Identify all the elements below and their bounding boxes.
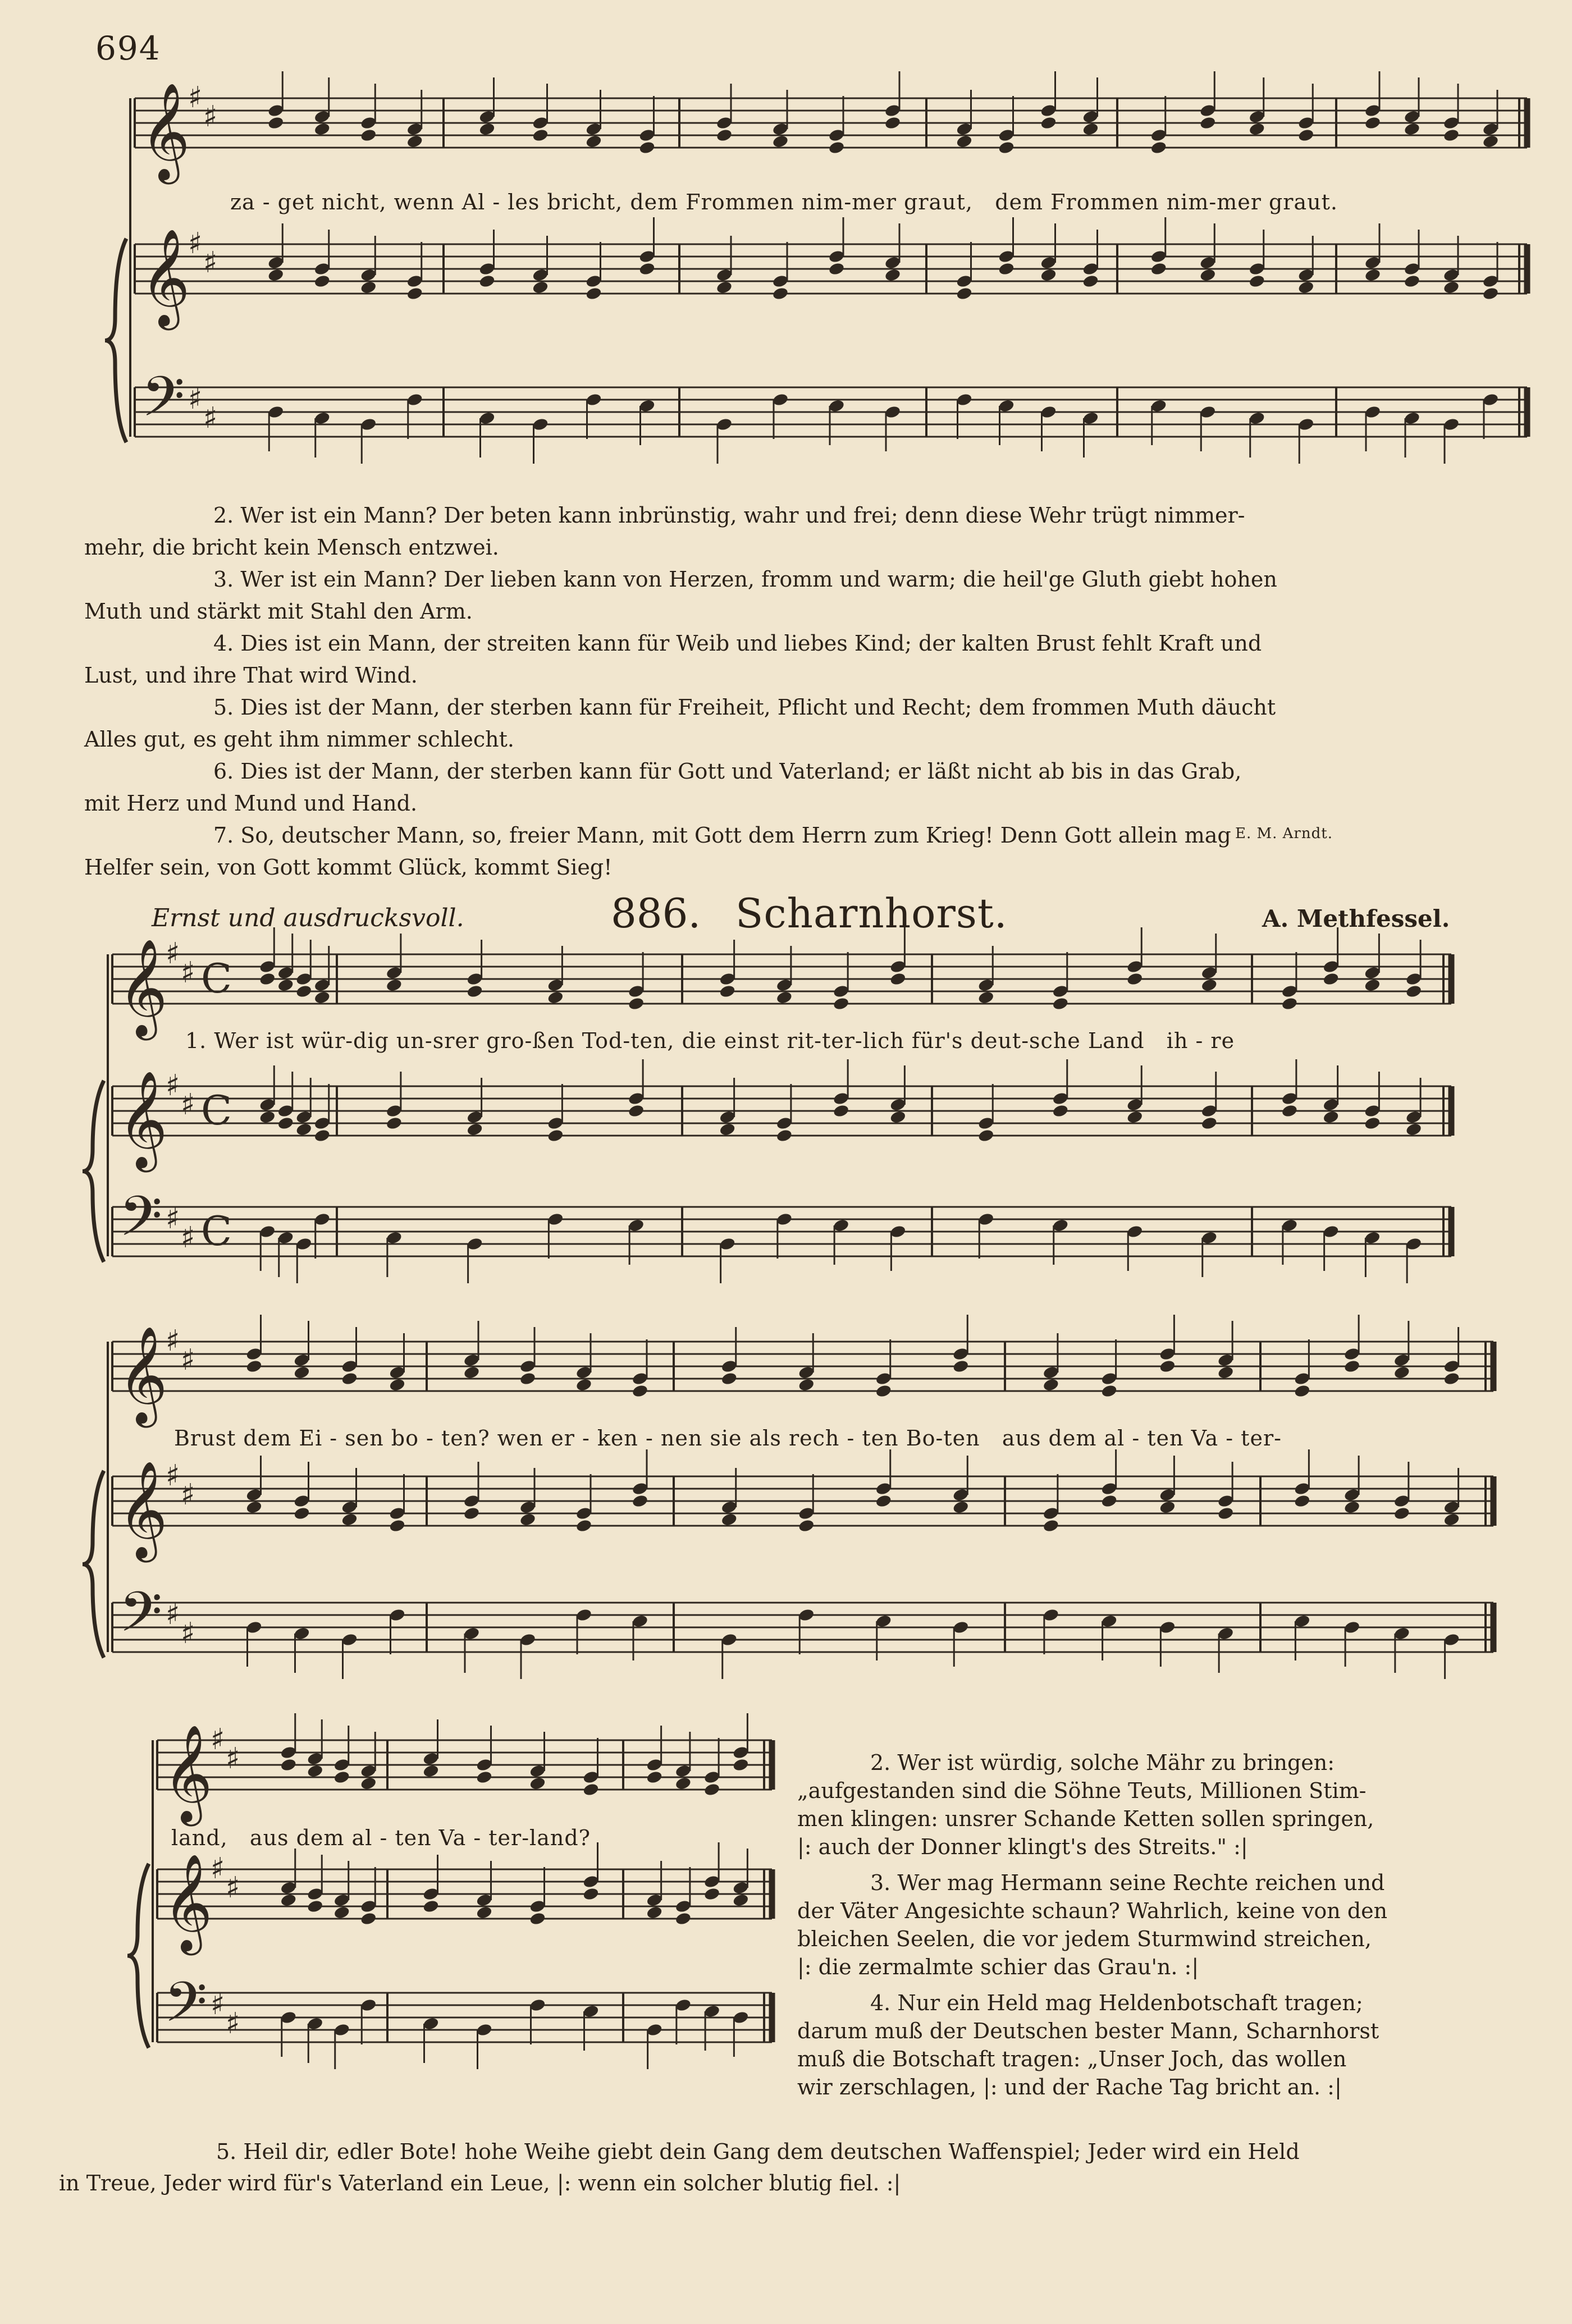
note-head [360, 1911, 377, 1926]
note-head [386, 978, 403, 992]
note-head [313, 122, 331, 136]
note-head [719, 984, 736, 999]
note-head [360, 128, 377, 143]
note-head [1393, 1506, 1411, 1521]
note-head [585, 286, 602, 301]
verse-line: in Treue, Jeder wird für's Vaterland ein Leue, |: wenn ein solcher blutig fiel. :| [59, 2171, 901, 2195]
note-head [547, 990, 564, 1005]
note-head [1199, 268, 1217, 282]
note-head [1150, 140, 1167, 155]
verses-right-column [797, 1749, 1510, 2101]
note-head [466, 984, 483, 999]
stanza-line: mit Herz und Mund und Hand. [84, 791, 418, 816]
note-head [1443, 128, 1460, 143]
note-head [295, 1122, 313, 1137]
note-head [341, 1512, 358, 1527]
note-head [956, 134, 973, 149]
sharp-sign: ♯ [181, 956, 195, 990]
note-head [386, 1116, 403, 1131]
note-head [333, 1770, 350, 1785]
note-head [478, 274, 496, 289]
note-head [719, 1122, 736, 1137]
note-head [1199, 116, 1217, 130]
note-head [977, 990, 995, 1005]
note-head [889, 1110, 907, 1124]
note-head [1297, 128, 1315, 143]
note-head [828, 140, 846, 155]
note-head [295, 984, 313, 999]
note-head [1443, 1512, 1460, 1527]
note-head [519, 1371, 537, 1386]
note-head [1393, 1365, 1411, 1380]
note-head [1052, 996, 1069, 1011]
note-head [582, 1887, 600, 1901]
note-head [1217, 1365, 1235, 1380]
composer: A. Methfessel. [1262, 905, 1450, 932]
note-head [1404, 122, 1421, 136]
note-head [632, 1494, 649, 1508]
note-head [1082, 122, 1099, 136]
note-head [1364, 268, 1382, 282]
note-head [1040, 116, 1057, 130]
note-head [406, 134, 423, 149]
note-head [716, 280, 733, 295]
time-signature: C [201, 1087, 232, 1134]
note-head [998, 262, 1015, 276]
note-head [267, 268, 285, 282]
note-head [1482, 286, 1500, 301]
treble-clef: 𝄞 [118, 1070, 168, 1168]
note-head [267, 116, 285, 130]
sharp-sign: ♯ [181, 1478, 195, 1512]
verse-line: 4. Nur ein Held mag Heldenbotschaft tragen; [870, 1991, 1363, 2015]
note-head [720, 1512, 738, 1527]
note-head [952, 1500, 970, 1515]
bass-clef: 𝄢 [119, 1580, 163, 1658]
note-head [1100, 1494, 1118, 1508]
note-head [798, 1518, 815, 1533]
song-number: 886. [611, 890, 701, 937]
note-head [360, 280, 377, 295]
time-signature: C [201, 1207, 232, 1255]
note-head [585, 134, 602, 149]
verse-line: muß die Botschaft tragen: „Unser Joch, das wollen [797, 2047, 1347, 2071]
note-head [833, 996, 850, 1011]
note-head [313, 990, 331, 1005]
note-head [720, 1371, 738, 1386]
sharp-sign: ♯ [226, 2007, 240, 2041]
sharp-sign: ♯ [181, 1221, 195, 1255]
note-head [422, 1899, 440, 1914]
verse-line: 5. Heil dir, edler Bote! hohe Weihe giebt dein Gang dem deutschen Waffenspiel; Jeder wird ein Held [216, 2139, 1300, 2164]
note-head [476, 1905, 493, 1920]
previous-song-lyric-line: za - get nicht, wenn Al - les bricht, dem Frommen nim-mer graut, dem Frommen nim-mer graut. [230, 190, 1338, 214]
sharp-sign: ♯ [203, 246, 218, 280]
note-head [1322, 1110, 1340, 1124]
note-head [1281, 996, 1299, 1011]
note-head [245, 1359, 263, 1374]
time-signature: C [201, 955, 232, 1002]
note-head [277, 978, 294, 992]
verse-line: |: auch der Donner klingt's des Streits." :| [797, 1835, 1248, 1859]
note-head [1052, 1104, 1069, 1118]
verse-line: wir zerschlagen, |: und der Rache Tag bricht an. :| [797, 2075, 1342, 2099]
note-head [1200, 1116, 1218, 1131]
note-head [1322, 972, 1340, 986]
sharp-sign: ♯ [181, 1343, 195, 1377]
note-head [466, 1122, 483, 1137]
note-head [277, 1116, 294, 1131]
note-head [952, 1359, 970, 1374]
note-head [977, 1128, 995, 1143]
note-head [245, 1500, 263, 1515]
tempo-marking: Ernst und ausdrucksvoll. [152, 904, 464, 932]
verse-line: der Väter Angesichte schaun? Wahrlich, keine von den [797, 1898, 1388, 1923]
note-head [307, 1764, 324, 1778]
note-head [772, 134, 789, 149]
note-head [1126, 1110, 1144, 1124]
note-head [463, 1365, 481, 1380]
sharp-sign: ♯ [226, 1742, 240, 1776]
page-number: 694 [95, 29, 161, 67]
system-brace [105, 239, 126, 442]
treble-clef: 𝄞 [163, 1854, 213, 1951]
note-head [463, 1506, 481, 1521]
sharp-sign: ♯ [166, 1324, 180, 1358]
note-head [1405, 1122, 1423, 1137]
stanza-line: 4. Dies ist ein Mann, der streiten kann für Weib und liebes Kind; der kalten Brust fehlt Kraft und [213, 631, 1262, 656]
bass-clef: 𝄢 [119, 1184, 163, 1262]
system-brace [83, 1081, 104, 1262]
note-head [1294, 1494, 1311, 1508]
note-head [628, 996, 645, 1011]
note-head [532, 128, 549, 143]
note-head [875, 1384, 892, 1398]
verse-line: „aufgestanden sind die Söhne Teuts, Millionen Stim- [797, 1778, 1367, 1803]
note-head [547, 1128, 564, 1143]
note-head [575, 1378, 593, 1392]
note-head [1159, 1359, 1176, 1374]
note-head [280, 1893, 297, 1907]
note-head [1043, 1378, 1060, 1392]
note-head [280, 1758, 297, 1772]
note-head [675, 1776, 692, 1791]
stanza-line: 5. Dies ist der Mann, der sterben kann für Freiheit, Pflicht und Recht; dem frommen Muth däucht [213, 695, 1276, 720]
verse-line: 3. Wer mag Hermann seine Rechte reichen und [870, 1870, 1385, 1895]
sharp-sign: ♯ [188, 382, 203, 416]
note-head [529, 1776, 546, 1791]
note-head [828, 262, 846, 276]
stanza-line: 6. Dies ist der Mann, der sterben kann für Gott und Vaterland; er läßt nicht ab bis in das Grab, [213, 759, 1242, 784]
note-head [389, 1378, 406, 1392]
sharp-sign: ♯ [166, 1598, 180, 1631]
note-head [1248, 122, 1265, 136]
note-head [1443, 280, 1460, 295]
note-head [716, 128, 733, 143]
note-head [1248, 274, 1265, 289]
note-head [1200, 978, 1218, 992]
note-head [703, 1782, 721, 1797]
sharp-sign: ♯ [188, 227, 203, 260]
treble-clef: 𝄞 [140, 83, 190, 180]
note-head [1343, 1359, 1361, 1374]
note-head [732, 1893, 750, 1907]
note-head [884, 268, 902, 282]
note-head [307, 1899, 324, 1914]
note-head [776, 1128, 793, 1143]
note-head [772, 286, 789, 301]
stanza-line: 2. Wer ist ein Mann? Der beten kann inbrünstig, wahr und frei; denn diese Wehr trügt nimmer- [213, 503, 1245, 528]
note-head [1082, 274, 1099, 289]
sharp-sign: ♯ [226, 1871, 240, 1905]
note-head [575, 1518, 593, 1533]
system-brace [127, 1864, 149, 2048]
lyrics-system-2: Brust dem Ei - sen bo - ten? wen er - ken - nen sie als rech - ten Bo-ten aus dem al - ten Va - ter- [174, 1426, 1282, 1451]
system-brace [83, 1471, 104, 1658]
note-head [833, 1104, 850, 1118]
note-head [360, 1776, 377, 1791]
note-head [675, 1911, 692, 1926]
note-head [1100, 1384, 1118, 1398]
song-title: Scharnhorst. [735, 890, 1008, 937]
note-head [1364, 116, 1382, 130]
note-head [313, 1128, 331, 1143]
note-head [1159, 1500, 1176, 1515]
lyrics-system-3: land, aus dem al - ten Va - ter-land? [171, 1826, 591, 1850]
note-head [776, 990, 793, 1005]
stanza-line: 7. So, deutscher Mann, so, freier Mann, mit Gott dem Herrn zum Krieg! Denn Gott allein mag [213, 823, 1231, 848]
note-head [703, 1887, 721, 1901]
verse-line: bleichen Seelen, die vor jedem Sturmwind streichen, [797, 1927, 1372, 1951]
note-head [1040, 268, 1057, 282]
note-head [1281, 1104, 1299, 1118]
note-head [422, 1764, 440, 1778]
note-head [1343, 1500, 1361, 1515]
note-head [259, 1110, 276, 1124]
note-head [889, 972, 907, 986]
note-head [1364, 1116, 1381, 1131]
bass-clef: 𝄢 [164, 1970, 208, 2048]
treble-clef: 𝄞 [163, 1724, 213, 1822]
stanza-line: Helfer sein, von Gott kommt Glück, kommt Sieg! [84, 855, 613, 880]
stanza-line: 3. Wer ist ein Mann? Der lieben kann von Herzen, fromm und warm; die heil'ge Gluth giebt hohen [213, 567, 1277, 592]
note-head [732, 1758, 750, 1772]
note-head [1294, 1384, 1311, 1398]
note-head [478, 122, 496, 136]
note-head [1405, 984, 1423, 999]
note-head [519, 1512, 537, 1527]
note-head [1150, 262, 1167, 276]
bass-clef: 𝄢 [141, 365, 185, 443]
note-head [638, 140, 656, 155]
verse-line: darum muß der Deutschen bester Mann, Scharnhorst [797, 2019, 1379, 2043]
note-head [1126, 972, 1144, 986]
note-head [529, 1911, 546, 1926]
sharp-sign: ♯ [166, 1202, 180, 1236]
treble-clef: 𝄞 [118, 1461, 168, 1558]
note-head [956, 286, 973, 301]
note-head [389, 1518, 406, 1533]
note-head [875, 1494, 892, 1508]
sharp-sign: ♯ [203, 401, 218, 435]
treble-clef: 𝄞 [118, 939, 168, 1036]
sharp-sign: ♯ [211, 1723, 225, 1756]
stanza-line: Muth und stärkt mit Stahl den Arm. [84, 599, 473, 624]
note-head [1217, 1506, 1235, 1521]
sharp-sign: ♯ [166, 937, 180, 971]
note-head [341, 1371, 358, 1386]
note-head [1482, 134, 1500, 149]
sharp-sign: ♯ [211, 1988, 225, 2021]
lyrics-system-1: 1. Wer ist wür-dig un-srer gro-ßen Tod-ten, die einst rit-ter-lich für's deut-sche Land ih - re [185, 1028, 1235, 1053]
note-head [632, 1384, 649, 1398]
note-head [313, 274, 331, 289]
note-head [333, 1905, 350, 1920]
sharp-sign: ♯ [181, 1088, 195, 1122]
clefs-and-signatures [118, 81, 240, 2048]
sharp-sign: ♯ [166, 1459, 180, 1493]
note-head [646, 1905, 663, 1920]
verse-line: men klingen: unsrer Schande Ketten sollen springen, [797, 1806, 1374, 1831]
verse-line: |: die zermalmte schier das Grau'n. :| [797, 1955, 1199, 1979]
note-head [646, 1770, 663, 1785]
note-head [1297, 280, 1315, 295]
note-head [259, 972, 276, 986]
sharp-sign: ♯ [203, 100, 218, 134]
note-head [638, 262, 656, 276]
treble-clef: 𝄞 [118, 1326, 168, 1424]
note-head [998, 140, 1015, 155]
note-head [293, 1365, 310, 1380]
note-head [1364, 978, 1381, 992]
note-head [798, 1378, 815, 1392]
note-head [532, 280, 549, 295]
stanza-line: Alles gut, es geht ihm nimmer schlecht. [84, 727, 514, 752]
previous-song-author: E. M. Arndt. [1235, 825, 1333, 842]
treble-clef: 𝄞 [140, 228, 190, 326]
sharp-sign: ♯ [188, 81, 203, 115]
verse-line: 2. Wer ist würdig, solche Mähr zu bringen: [870, 1750, 1335, 1775]
note-head [293, 1506, 310, 1521]
note-head [1443, 1371, 1460, 1386]
note-head [582, 1782, 600, 1797]
sharp-sign: ♯ [211, 1852, 225, 1886]
last-stanza [59, 2136, 1519, 2199]
stanza-line: mehr, die bricht kein Mensch entzwei. [84, 535, 499, 560]
note-head [406, 286, 423, 301]
sharp-sign: ♯ [166, 1069, 180, 1102]
note-head [628, 1104, 645, 1118]
sharp-sign: ♯ [181, 1617, 195, 1650]
note-head [884, 116, 902, 130]
stanza-line: Lust, und ihre That wird Wind. [84, 663, 418, 688]
note-head [1404, 274, 1421, 289]
note-head [1043, 1518, 1060, 1533]
note-head [476, 1770, 493, 1785]
